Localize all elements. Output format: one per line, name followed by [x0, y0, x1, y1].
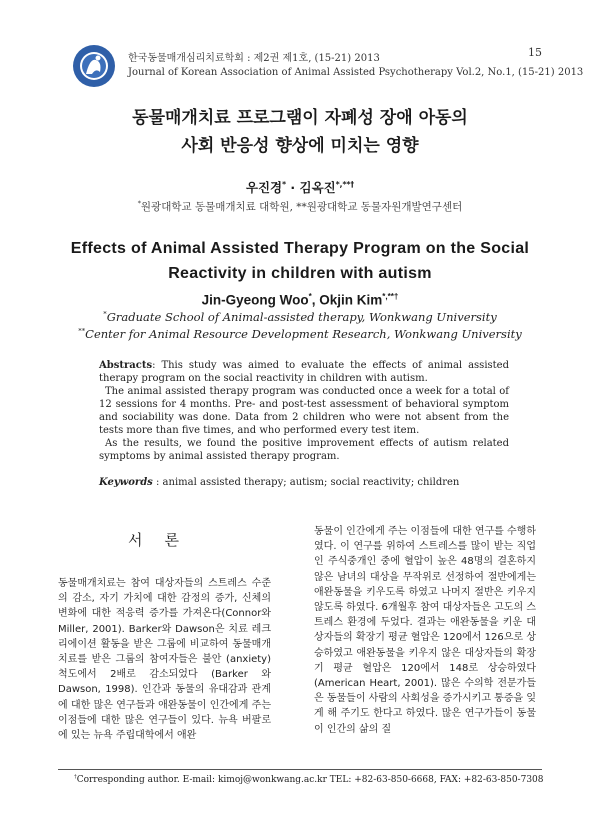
korean-authors	[0, 178, 600, 196]
section-title-introduction: 서론	[128, 531, 201, 549]
author-en-1: Jin-Gyeong Woo	[201, 292, 309, 308]
abstract-paragraph-1: : This study was aimed to evaluate the effects of animal assisted therapy program on the social reactivity in children with autism.	[99, 360, 509, 384]
author-en-1-mark: *	[308, 292, 312, 301]
journal-korean-header: 한국동물매개심리치료학회 : 제2권 제1호, (15-21) 2013	[128, 53, 380, 64]
footnote-text: Corresponding author. E-mail: kimoj@wonkwang.ac.kr TEL: +82-63-850-6668, FAX: +82-63-850-7308	[76, 775, 544, 785]
abstract-paragraph-3: As the results, we found the positive improvement effects of autism related symptoms by animal assisted therapy program.	[99, 438, 509, 462]
author-kr-2-mark: *,**†	[335, 179, 355, 189]
korean-title-line-1: 동물매개치료 프로그램이 자폐성 장애 아동의	[132, 108, 468, 128]
body-left-column	[58, 576, 271, 743]
journal-english-header: Journal of Korean Association of Animal Assisted Psychotherapy Vol.2, No.1, (15-21) 2013	[128, 67, 584, 78]
abstract	[99, 359, 509, 463]
body-right-column	[314, 524, 536, 737]
keywords-label: Keywords	[99, 477, 153, 488]
english-title-line-2: Reactivity in children with autism	[168, 265, 432, 282]
keywords	[99, 477, 509, 488]
keywords-text: : animal assisted therapy; autism; social reactivity; children	[152, 477, 460, 488]
association-logo	[72, 44, 116, 88]
author-kr-1: 우진경	[245, 180, 283, 195]
abstract-label: Abstracts	[99, 360, 153, 371]
page-number: 15	[528, 46, 542, 59]
author-separator: ·	[286, 180, 300, 195]
korean-affiliation: *원광대학교 동물매개치료 대학원, **원광대학교 동물자원개발연구센터	[137, 200, 463, 213]
abstract-paragraph-2: The animal assisted therapy program was conducted once a week for a total of 12 sessions for 4 months. Pre- and post-test assessment of behavioral symptom and sociability was done. Data from 2 children who were not absent from the tests more than five times, and who performed every test item.	[99, 386, 509, 436]
footnote-divider	[58, 769, 542, 770]
english-authors	[0, 292, 600, 308]
body-right-paragraph: 동물이 인간에게 주는 이점들에 대한 연구를 수행하였다. 이 연구를 위하여 스트레스를 많이 받는 직업인 주식중개인 중에 혈압이 높은 48명의 결혼하지 않은 남녀의 대상을 무작위로 선정하여 절반에게는 애완동물을 키우도록 하였고 나머지 절반은 키우지 않도록 하였다. 6개월후 참여 대상자들은 고도의 스트레스 환경에 두었다. 결과는 애완동물을 키운 대상자들의 확장기 평균 혈압은 120에서 126으로 상승하였고 애완동물을 키우지 않은 대상자들의 확장기 평균 혈압은 120에서 148로 상승하였다 (American Heart, 2001). 많은 수의학 전문가들은 동물들이 사람의 사회성을 증가시키고 통증을 잊게 해 주기도 한다고 하였다. 많은 연구가들이 동물이 인간의 삶의 질	[314, 526, 536, 735]
author-en-2: , Okjin Kim	[311, 292, 383, 308]
author-kr-1-mark: *	[282, 179, 287, 189]
korean-title-line-2: 사회 반응성 향상에 미치는 영향	[181, 136, 419, 156]
author-kr-2: 김옥진	[299, 180, 336, 195]
body-left-paragraph: 동물매개치료는 참여 대상자들의 스트레스 수준의 감소, 자기 가치에 대한 감정의 증가, 신체의 변화에 대한 적응력 증가를 가져온다(Connor와 Miller, 2001). Barker와 Dawson은 치료 레크리에이션 활동을 받은 그룹에 비교하여 동물매개치료를 받은 그룹의 참여자들은 불안 (anxiety) 척도에서 2배로 감소되었다 (Barker 와 Dawson, 1998). 인간과 동물의 유대감과 관계에 대한 많은 연구들과 애완동물이 인간에게 주는 이점들에 대한 많은 연구들이 있다. 뉴욕 버팔로에 있는 뉴욕 주립대학에서 애완	[58, 578, 271, 742]
english-affiliation-1: *Graduate School of Animal-assisted therapy, Wonkwang University	[103, 310, 497, 324]
english-affiliation-2: **Center for Animal Resource Development Research, Wonkwang University	[78, 327, 522, 341]
author-en-2-mark: *,**†	[382, 292, 399, 301]
english-title-line-1: Effects of Animal Assisted Therapy Program on the Social	[70, 240, 530, 257]
corresponding-footnote: †Corresponding author. E-mail: kimoj@wonkwang.ac.kr TEL: +82-63-850-6668, FAX: +82-63-850-7308	[74, 774, 544, 785]
